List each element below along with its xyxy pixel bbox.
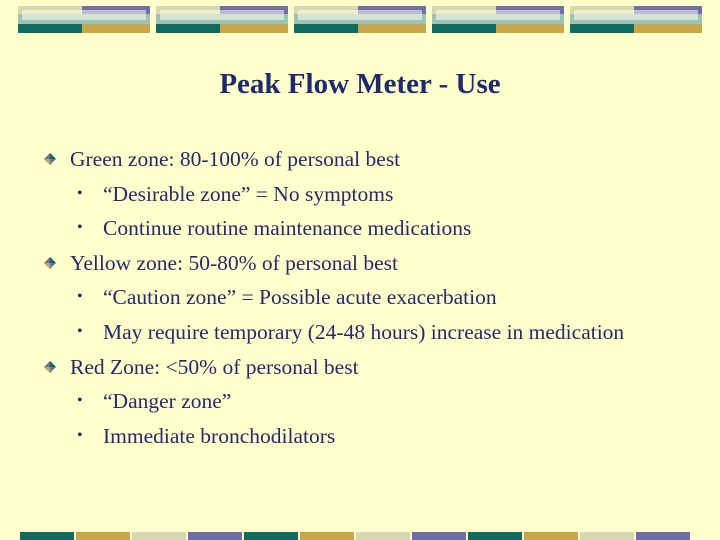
dot-bullet-icon: • [77,322,83,340]
slide-title: Peak Flow Meter - Use [219,68,501,100]
band-strip [244,532,298,540]
dot-bullet-icon: • [77,426,83,444]
band-strip [18,24,82,33]
band-highlight [22,10,146,20]
band-strip [188,532,242,540]
band-highlight [298,10,422,20]
sub-bullet-item [44,419,704,454]
bullet-text: “Danger zone” [103,389,232,414]
sub-bullet-item [44,280,704,315]
top-decorative-band [0,0,720,40]
dot-bullet-icon: • [77,392,83,410]
dot-bullet-icon: • [77,184,83,202]
diamond-bullet-icon [44,153,56,165]
bullet-text: Red Zone: <50% of personal best [70,354,359,379]
bullet-text: Continue routine maintenance medications [103,216,472,241]
band-strip [76,532,130,540]
band-strip [580,532,634,540]
bullet-text: “Caution zone” = Possible acute exacerbation [103,285,497,310]
band-strip [294,24,358,33]
band-strip [496,24,564,33]
diamond-bullet-icon [44,257,56,269]
band-strip [524,532,578,540]
bullet-item [44,350,704,385]
bottom-decorative-band [0,532,720,540]
band-strip [20,532,74,540]
band-strip [432,24,496,33]
band-strip [82,24,150,33]
sub-bullet-item [44,384,704,419]
sub-bullet-item [44,177,704,212]
band-strip [300,532,354,540]
band-strip [156,24,220,33]
dot-bullet-icon: • [77,219,83,237]
band-strip [132,532,186,540]
bullet-list [44,142,704,453]
bullet-item [44,142,704,177]
band-group [18,6,150,34]
diamond-bullet-icon [44,361,56,373]
band-group [570,6,702,34]
band-highlight [436,10,560,20]
bullet-text: May require temporary (24-48 hours) increase in medication [103,319,625,344]
band-strip [636,532,690,540]
bullet-text: Green zone: 80-100% of personal best [70,147,401,171]
bullet-item [44,246,704,281]
band-strip [358,24,426,33]
sub-bullet-item [44,211,704,246]
bullet-text: Immediate bronchodilators [103,423,336,448]
band-strip [220,24,288,33]
band-strip [412,532,466,540]
band-strip [570,24,634,33]
band-strip [468,532,522,540]
band-group [156,6,288,34]
sub-bullet-item [44,315,704,350]
band-group [294,6,426,34]
dot-bullet-icon: • [77,288,83,306]
bullet-text: “Desirable zone” = No symptoms [103,181,394,206]
band-highlight [160,10,284,20]
band-group [432,6,564,34]
band-strip [356,532,410,540]
band-highlight [574,10,698,20]
bullet-text: Yellow zone: 50-80% of personal best [70,250,399,275]
band-strip [634,24,702,33]
